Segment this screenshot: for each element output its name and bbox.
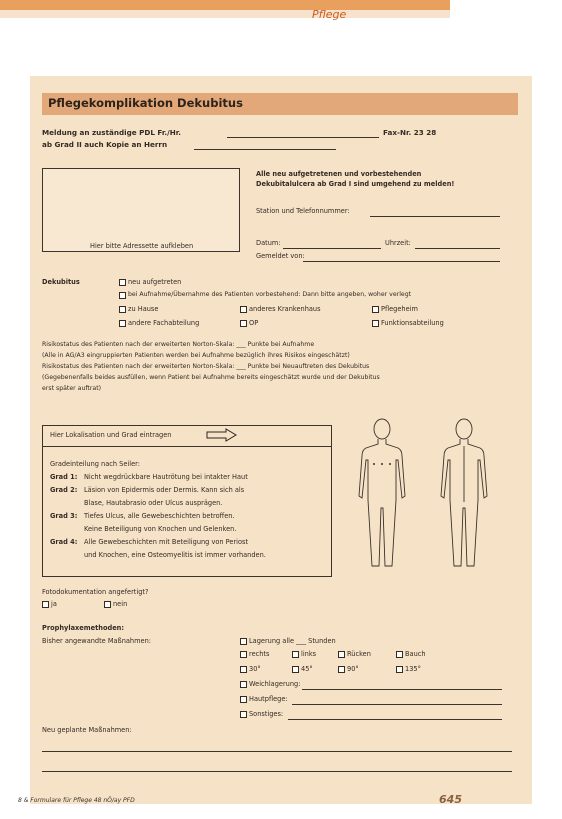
pflegeheim-checkbox[interactable]	[372, 306, 379, 313]
herr-name-field[interactable]	[194, 149, 336, 150]
grad-4-label: Grad 4:	[50, 538, 78, 546]
grad-4-text: Alle Gewebeschichten mit Beteiligung von Periost	[84, 538, 249, 546]
winkel-30-label: 30°	[249, 665, 261, 673]
header-bar	[0, 0, 450, 10]
uhrzeit-label: Uhrzeit:	[385, 239, 411, 247]
rechts-label: rechts	[249, 650, 270, 658]
hautpflege-checkbox[interactable]	[240, 696, 247, 703]
grad-3-text: Tiefes Ulcus, alle Gewebeschichten betroffen.	[84, 512, 235, 520]
funktionsabteilung-label: Funktionsabteilung	[381, 319, 444, 327]
body-back-figure[interactable]	[434, 416, 494, 576]
zuhause-checkbox[interactable]	[119, 306, 126, 313]
body-front-figure[interactable]	[352, 416, 412, 576]
risk-neu-note-2: erst später auftrat)	[42, 385, 102, 392]
gemeldet-field[interactable]	[303, 261, 500, 262]
grad-3-label: Grad 3:	[50, 512, 78, 520]
neu-geplant-field-1[interactable]	[42, 751, 512, 752]
grad-2-text-2: Blase, Hautabrasio oder Ulcus ausprägen.	[84, 499, 223, 507]
rechts-checkbox[interactable]	[240, 651, 247, 658]
winkel-135-label: 135°	[405, 665, 421, 673]
winkel-135-checkbox[interactable]	[396, 666, 403, 673]
grad-2-text: Läsion von Epidermis oder Dermis. Kann sich als	[84, 486, 245, 494]
links-checkbox[interactable]	[292, 651, 299, 658]
lokalisation-label: Hier Lokalisation und Grad eintragen	[50, 431, 172, 439]
datum-field[interactable]	[283, 248, 381, 249]
neu-geplant-label: Neu geplante Maßnahmen:	[42, 726, 132, 734]
krankenhaus-checkbox[interactable]	[240, 306, 247, 313]
form-page	[30, 76, 532, 804]
op-checkbox[interactable]	[240, 320, 247, 327]
fachabteilung-label: andere Fachabteilung	[128, 319, 200, 327]
footer-source: 8 & Formulare für Pflege 48 nÖ/ay PFD	[18, 797, 135, 804]
lagerung-checkbox[interactable]	[240, 638, 247, 645]
dekubitus-label: Dekubitus	[42, 278, 80, 286]
risk-aufnahme: Risikostatus des Patienten nach der erweiterten Norton-Skala: ___ Punkte bei Aufnahme	[42, 341, 315, 348]
sonstiges-label: Sonstiges:	[249, 710, 284, 718]
grad-4-text-2: und Knochen, eine Osteomyelitis ist immer vorhanden.	[84, 551, 266, 559]
krankenhaus-label: anderes Krankenhaus	[249, 305, 321, 313]
grad-2-label: Grad 2:	[50, 486, 78, 494]
grad-copy-label: ab Grad II auch Kopie an Herrn	[42, 140, 168, 149]
winkel-90-checkbox[interactable]	[338, 666, 345, 673]
pdl-name-field[interactable]	[227, 137, 379, 138]
uhrzeit-field[interactable]	[415, 248, 500, 249]
station-label: Station und Telefonnummer:	[256, 207, 350, 215]
sonstiges-checkbox[interactable]	[240, 711, 247, 718]
hautpflege-field[interactable]	[292, 704, 502, 705]
nein-label: nein	[113, 600, 128, 608]
risk-neu-note: (Gegebenenfalls beides ausfüllen, wenn Patient bei Aufnahme bereits eingeschätzt wurde und der Dekubitus	[42, 374, 380, 381]
grad-3-text-2: Keine Beteiligung von Knochen und Gelenken.	[84, 525, 237, 533]
datum-label: Datum:	[256, 239, 281, 247]
links-label: links	[301, 650, 317, 658]
prophylaxe-heading: Prophylaxemethoden:	[42, 624, 125, 632]
neu-label: neu aufgetreten	[128, 278, 182, 286]
form-title: Pflegekomplikation Dekubitus	[48, 96, 243, 110]
pflegeheim-label: Pflegeheim	[381, 305, 418, 313]
grad-heading: Gradeinteilung nach Seiler:	[50, 460, 140, 468]
bisher-label: Bisher angewandte Maßnahmen:	[42, 637, 151, 645]
zuhause-label: zu Hause	[128, 305, 159, 313]
weichlagerung-field[interactable]	[302, 689, 502, 690]
risk-neu: Risikostatus des Patienten nach der erweiterten Norton-Skala: ___ Punkte bei Neuauftreten des Dekubitus	[42, 363, 370, 370]
station-field[interactable]	[370, 216, 500, 217]
winkel-90-label: 90°	[347, 665, 359, 673]
gemeldet-label: Gemeldet von:	[256, 252, 305, 260]
sonstiges-field[interactable]	[288, 719, 502, 720]
winkel-45-checkbox[interactable]	[292, 666, 299, 673]
fachabteilung-checkbox[interactable]	[119, 320, 126, 327]
winkel-30-checkbox[interactable]	[240, 666, 247, 673]
header-bar-shadow	[0, 10, 450, 18]
ja-label: ja	[51, 600, 57, 608]
grad-1-text: Nicht wegdrückbare Hautrötung bei intakter Haut	[84, 473, 248, 481]
vorbestehend-label: bei Aufnahme/Übernahme des Patienten vorbestehend: Dann bitte angeben, woher verlegt	[128, 291, 412, 298]
ruecken-label: Rücken	[347, 650, 371, 658]
arrow-right-icon	[206, 428, 238, 442]
bauch-checkbox[interactable]	[396, 651, 403, 658]
bauch-label: Bauch	[405, 650, 426, 658]
address-label-text: Hier bitte Adressette aufkleben	[90, 242, 194, 250]
notice-line-1: Alle neu aufgetretenen und vorbestehenden	[256, 170, 422, 178]
vorbestehend-checkbox[interactable]	[119, 292, 126, 299]
ja-checkbox[interactable]	[42, 601, 49, 608]
section-title: Pflege	[312, 8, 347, 21]
weichlagerung-checkbox[interactable]	[240, 681, 247, 688]
nein-checkbox[interactable]	[104, 601, 111, 608]
neu-geplant-field-2[interactable]	[42, 771, 512, 772]
meldung-label: Meldung an zuständige PDL Fr./Hr.	[42, 128, 182, 137]
risk-aufnahme-note: (Alle in AG/A3 eingruppierten Patienten werden bei Aufnahme bezüglich ihres Risikos eingeschätzt)	[42, 352, 350, 359]
notice-line-2: Dekubitalulcera ab Grad I sind umgehend zu melden!	[256, 180, 455, 188]
page-number: 645	[439, 793, 462, 806]
funktionsabteilung-checkbox[interactable]	[372, 320, 379, 327]
address-label-box	[42, 168, 240, 252]
grad-1-label: Grad 1:	[50, 473, 78, 481]
winkel-45-label: 45°	[301, 665, 313, 673]
ruecken-checkbox[interactable]	[338, 651, 345, 658]
weichlagerung-label: Weichlagerung:	[249, 680, 301, 688]
neu-checkbox[interactable]	[119, 279, 126, 286]
fotodoku-label: Fotodokumentation angefertigt?	[42, 588, 149, 596]
lagerung-label: Lagerung alle ___ Stunden	[249, 637, 336, 645]
lokalisation-divider	[42, 446, 331, 447]
op-label: OP	[249, 319, 259, 327]
hautpflege-label: Hautpflege:	[249, 695, 288, 703]
fax-label: Fax-Nr. 23 28	[383, 128, 437, 137]
